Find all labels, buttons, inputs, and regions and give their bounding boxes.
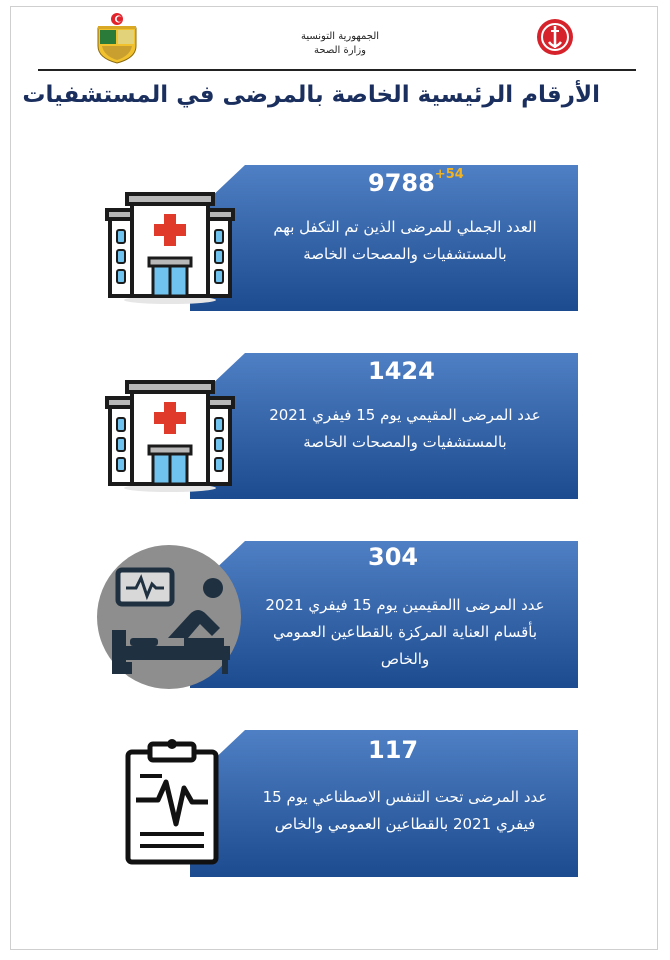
stat-card-icu bbox=[190, 541, 578, 688]
ministry-of-health-logo-icon bbox=[536, 18, 574, 56]
country-name: الجمهورية التونسية bbox=[300, 31, 380, 42]
clipboard-heartbeat-icon bbox=[122, 738, 222, 866]
stat-description: عدد المرضى تحت التنفس الاصطناعي يوم 15 فيفري 2021 بالقطاعين العمومي والخاص bbox=[262, 788, 548, 833]
stat-card-inpatients bbox=[190, 353, 578, 499]
stat-value: 1424 bbox=[368, 357, 435, 385]
ministry-label: وزارة الصحة bbox=[314, 45, 366, 56]
stat-delta: +54 bbox=[434, 167, 464, 182]
hospital-icon bbox=[105, 376, 235, 494]
ministry-name bbox=[270, 30, 410, 58]
stat-card-ventilation bbox=[190, 730, 578, 877]
tunisia-coat-of-arms-icon bbox=[94, 12, 140, 64]
icu-bed-icon bbox=[96, 544, 242, 690]
header-divider bbox=[38, 69, 636, 71]
stat-description: العدد الجملي للمرضى الذين تم التكفل بهم بالمستشفيات والمصحات الخاصة bbox=[273, 218, 537, 263]
hospital-icon bbox=[105, 188, 235, 306]
page-title: الأرقام الرئيسية الخاصة بالمرضى في المستشفيات bbox=[22, 82, 600, 108]
stat-value: 304 bbox=[368, 543, 419, 571]
stat-value: 117 bbox=[368, 736, 419, 764]
stat-description: عدد المرضى المقيمي يوم 15 فيفري 2021 بالمستشفيات والمصحات الخاصة bbox=[269, 406, 541, 451]
stat-value: $9788^{+54}$ bbox=[368, 167, 464, 197]
stat-description: عدد المرضى االمقيمين يوم 15 فيفري 2021 بأقسام العناية المركزة بالقطاعين العمومي والخاص bbox=[265, 596, 545, 668]
stat-card-total-patients bbox=[190, 165, 578, 311]
